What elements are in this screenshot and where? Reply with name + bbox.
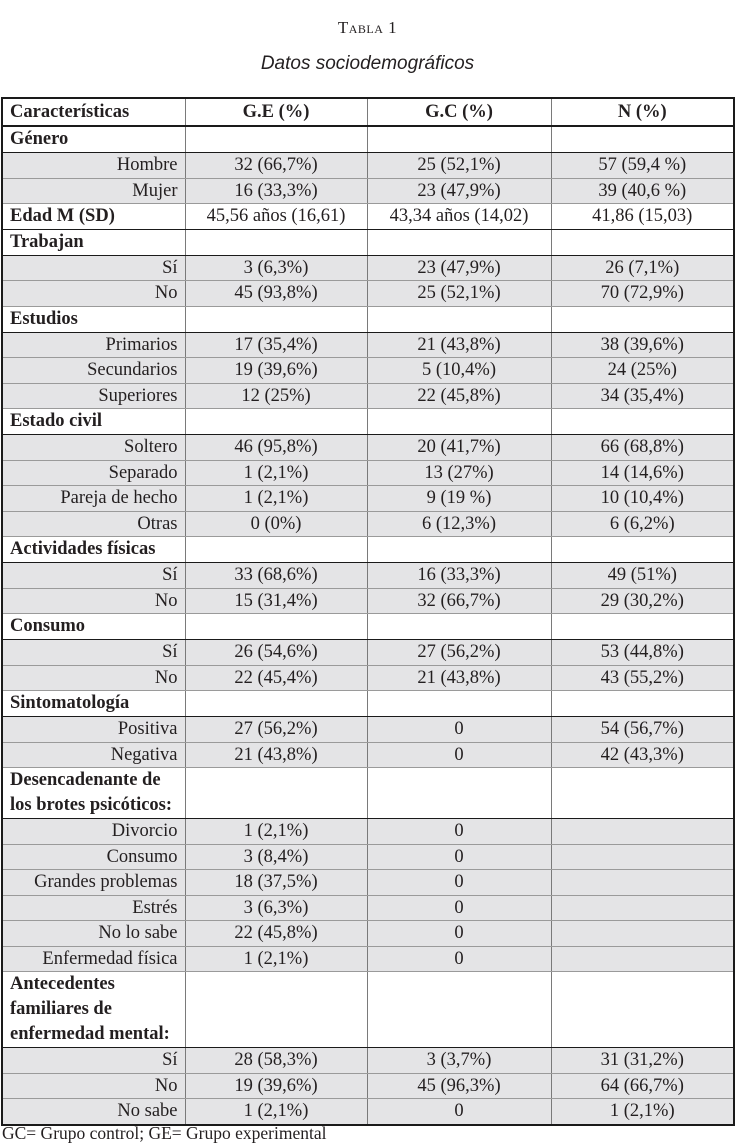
row-label: Positiva <box>2 717 185 743</box>
empty-cell <box>367 126 551 153</box>
cell-n: 53 (44,8%) <box>551 640 734 666</box>
cell-n: 57 (59,4 %) <box>551 153 734 179</box>
cell-gc: 45 (96,3%) <box>367 1073 551 1099</box>
cell-ge: 15 (31,4%) <box>185 588 367 614</box>
cell-ge: 17 (35,4%) <box>185 332 367 358</box>
cell-gc: 0 <box>367 895 551 921</box>
row-label: Secundarios <box>2 358 185 384</box>
empty-cell <box>551 972 734 1048</box>
category-row <box>2 229 734 255</box>
cell-ge: 1 (2,1%) <box>185 1099 367 1125</box>
empty-cell <box>367 537 551 563</box>
cell-n: 34 (35,4%) <box>551 383 734 409</box>
cell-gc: 5 (10,4%) <box>367 358 551 384</box>
row-label: No <box>2 281 185 307</box>
table-row <box>2 486 734 512</box>
category-row <box>2 972 734 1048</box>
table-title: Datos sociodemográficos <box>260 53 475 74</box>
empty-cell <box>185 537 367 563</box>
cell-n: 24 (25%) <box>551 358 734 384</box>
empty-cell <box>185 614 367 640</box>
cell-gc: 0 <box>367 742 551 768</box>
table-row <box>2 1073 734 1099</box>
row-label: Sí <box>2 1048 185 1074</box>
cell-gc: 0 <box>367 870 551 896</box>
category-label: Trabajan <box>2 229 185 255</box>
row-label: Enfermedad física <box>2 946 185 972</box>
category-row <box>2 691 734 717</box>
cell-n <box>551 844 734 870</box>
table-row <box>2 281 734 307</box>
row-label: Negativa <box>2 742 185 768</box>
cell-ge: 27 (56,2%) <box>185 717 367 743</box>
cell-gc: 21 (43,8%) <box>367 665 551 691</box>
cell-gc: 25 (52,1%) <box>367 153 551 179</box>
empty-cell <box>185 768 367 819</box>
cell-gc: 21 (43,8%) <box>367 332 551 358</box>
table-row <box>2 946 734 972</box>
empty-cell <box>551 537 734 563</box>
table-row <box>2 870 734 896</box>
cell-ge: 3 (8,4%) <box>185 844 367 870</box>
cell-n <box>551 895 734 921</box>
cell-gc: 0 <box>367 946 551 972</box>
category-row <box>2 614 734 640</box>
cell-ge: 1 (2,1%) <box>185 946 367 972</box>
cell-ge: 45,56 años (16,61) <box>185 204 367 230</box>
cell-n <box>551 946 734 972</box>
cell-ge: 46 (95,8%) <box>185 435 367 461</box>
cell-ge: 22 (45,4%) <box>185 665 367 691</box>
row-label: No <box>2 588 185 614</box>
table-row <box>2 460 734 486</box>
empty-cell <box>367 768 551 819</box>
row-label: Mujer <box>2 178 185 204</box>
row-label: Superiores <box>2 383 185 409</box>
cell-n: 70 (72,9%) <box>551 281 734 307</box>
table-row <box>2 1048 734 1074</box>
cell-gc: 23 (47,9%) <box>367 178 551 204</box>
empty-cell <box>367 409 551 435</box>
table-row <box>2 435 734 461</box>
empty-cell <box>551 614 734 640</box>
row-label: Grandes problemas <box>2 870 185 896</box>
table-row <box>2 665 734 691</box>
table-row <box>2 640 734 666</box>
cell-ge: 3 (6,3%) <box>185 895 367 921</box>
table-number: Tabla 1 <box>337 18 398 37</box>
category-label: Antecedentes familiares de enfermedad mental: <box>2 972 185 1048</box>
cell-n: 54 (56,7%) <box>551 717 734 743</box>
table-row <box>2 511 734 537</box>
cell-n: 64 (66,7%) <box>551 1073 734 1099</box>
row-label: Soltero <box>2 435 185 461</box>
cell-gc: 9 (19 %) <box>367 486 551 512</box>
cell-n: 42 (43,3%) <box>551 742 734 768</box>
sociodemographic-table <box>1 97 735 1126</box>
cell-n: 41,86 (15,03) <box>551 204 734 230</box>
empty-cell <box>551 229 734 255</box>
header-row <box>2 98 734 126</box>
cell-ge: 28 (58,3%) <box>185 1048 367 1074</box>
table-row <box>2 563 734 589</box>
row-label: No sabe <box>2 1099 185 1125</box>
cell-ge: 16 (33,3%) <box>185 178 367 204</box>
table-row <box>2 844 734 870</box>
cell-n: 6 (6,2%) <box>551 511 734 537</box>
row-label: No <box>2 1073 185 1099</box>
cell-ge: 19 (39,6%) <box>185 358 367 384</box>
row-label: Separado <box>2 460 185 486</box>
empty-cell <box>185 229 367 255</box>
category-label: Estudios <box>2 306 185 332</box>
cell-n: 66 (68,8%) <box>551 435 734 461</box>
cell-ge: 18 (37,5%) <box>185 870 367 896</box>
row-label: Divorcio <box>2 819 185 845</box>
cell-n: 14 (14,6%) <box>551 460 734 486</box>
cell-ge: 3 (6,3%) <box>185 255 367 281</box>
cell-gc: 22 (45,8%) <box>367 383 551 409</box>
cell-n: 39 (40,6 %) <box>551 178 734 204</box>
category-row <box>2 768 734 819</box>
table-row <box>2 383 734 409</box>
table-row <box>2 153 734 179</box>
cell-ge: 22 (45,8%) <box>185 921 367 947</box>
cell-n <box>551 819 734 845</box>
empty-cell <box>367 614 551 640</box>
cell-gc: 23 (47,9%) <box>367 255 551 281</box>
empty-cell <box>551 409 734 435</box>
cell-ge: 26 (54,6%) <box>185 640 367 666</box>
row-label: Primarios <box>2 332 185 358</box>
empty-cell <box>551 691 734 717</box>
category-label: Actividades físicas <box>2 537 185 563</box>
cell-ge: 45 (93,8%) <box>185 281 367 307</box>
cell-ge: 1 (2,1%) <box>185 486 367 512</box>
cell-gc: 0 <box>367 819 551 845</box>
header-characteristics: Características <box>2 98 185 126</box>
cell-ge: 12 (25%) <box>185 383 367 409</box>
table-footnote: GC= Grupo control; GE= Grupo experimental <box>2 1123 327 1143</box>
cell-n <box>551 921 734 947</box>
category-row <box>2 537 734 563</box>
cell-gc: 20 (41,7%) <box>367 435 551 461</box>
header-n: N (%) <box>551 98 734 126</box>
cell-gc: 32 (66,7%) <box>367 588 551 614</box>
row-label: Pareja de hecho <box>2 486 185 512</box>
category-label: Estado civil <box>2 409 185 435</box>
cell-ge: 0 (0%) <box>185 511 367 537</box>
row-label: Edad M (SD) <box>2 204 185 230</box>
row-label: No lo sabe <box>2 921 185 947</box>
header-gc: G.C (%) <box>367 98 551 126</box>
table-row <box>2 588 734 614</box>
cell-gc: 0 <box>367 717 551 743</box>
empty-cell <box>551 306 734 332</box>
category-label: Sintomatología <box>2 691 185 717</box>
row-label: Sí <box>2 640 185 666</box>
category-label: Desencadenante de los brotes psicóticos: <box>2 768 185 819</box>
header-ge: G.E (%) <box>185 98 367 126</box>
cell-gc: 43,34 años (14,02) <box>367 204 551 230</box>
category-label: Consumo <box>2 614 185 640</box>
table-body <box>2 126 734 1125</box>
cell-n: 1 (2,1%) <box>551 1099 734 1125</box>
empty-cell <box>367 306 551 332</box>
category-label: Género <box>2 126 185 153</box>
table-row <box>2 819 734 845</box>
cell-n: 31 (31,2%) <box>551 1048 734 1074</box>
cell-n: 29 (30,2%) <box>551 588 734 614</box>
category-row <box>2 126 734 153</box>
cell-gc: 0 <box>367 1099 551 1125</box>
category-row <box>2 306 734 332</box>
empty-cell <box>551 768 734 819</box>
cell-gc: 13 (27%) <box>367 460 551 486</box>
cell-n: 49 (51%) <box>551 563 734 589</box>
empty-cell <box>185 972 367 1048</box>
row-label: Consumo <box>2 844 185 870</box>
cell-ge: 1 (2,1%) <box>185 460 367 486</box>
table-row <box>2 332 734 358</box>
empty-cell <box>185 306 367 332</box>
table-row <box>2 358 734 384</box>
cell-ge: 19 (39,6%) <box>185 1073 367 1099</box>
empty-cell <box>367 972 551 1048</box>
table-row <box>2 1099 734 1125</box>
cell-gc: 25 (52,1%) <box>367 281 551 307</box>
cell-gc: 27 (56,2%) <box>367 640 551 666</box>
table-row <box>2 921 734 947</box>
table-row <box>2 255 734 281</box>
cell-gc: 0 <box>367 844 551 870</box>
row-label: No <box>2 665 185 691</box>
empty-cell <box>367 229 551 255</box>
cell-ge: 33 (68,6%) <box>185 563 367 589</box>
row-label: Sí <box>2 255 185 281</box>
row-label: Otras <box>2 511 185 537</box>
table-row <box>2 895 734 921</box>
cell-gc: 3 (3,7%) <box>367 1048 551 1074</box>
cell-ge: 21 (43,8%) <box>185 742 367 768</box>
cell-gc: 0 <box>367 921 551 947</box>
cell-n: 43 (55,2%) <box>551 665 734 691</box>
empty-cell <box>185 409 367 435</box>
cell-n: 10 (10,4%) <box>551 486 734 512</box>
cell-ge: 1 (2,1%) <box>185 819 367 845</box>
table-row <box>2 204 734 230</box>
cell-gc: 6 (12,3%) <box>367 511 551 537</box>
cell-n <box>551 870 734 896</box>
cell-n: 26 (7,1%) <box>551 255 734 281</box>
row-label: Estrés <box>2 895 185 921</box>
table-row <box>2 717 734 743</box>
empty-cell <box>185 126 367 153</box>
empty-cell <box>367 691 551 717</box>
cell-gc: 16 (33,3%) <box>367 563 551 589</box>
cell-ge: 32 (66,7%) <box>185 153 367 179</box>
row-label: Sí <box>2 563 185 589</box>
table-row <box>2 742 734 768</box>
category-row <box>2 409 734 435</box>
table-row <box>2 178 734 204</box>
empty-cell <box>551 126 734 153</box>
cell-n: 38 (39,6%) <box>551 332 734 358</box>
empty-cell <box>185 691 367 717</box>
row-label: Hombre <box>2 153 185 179</box>
